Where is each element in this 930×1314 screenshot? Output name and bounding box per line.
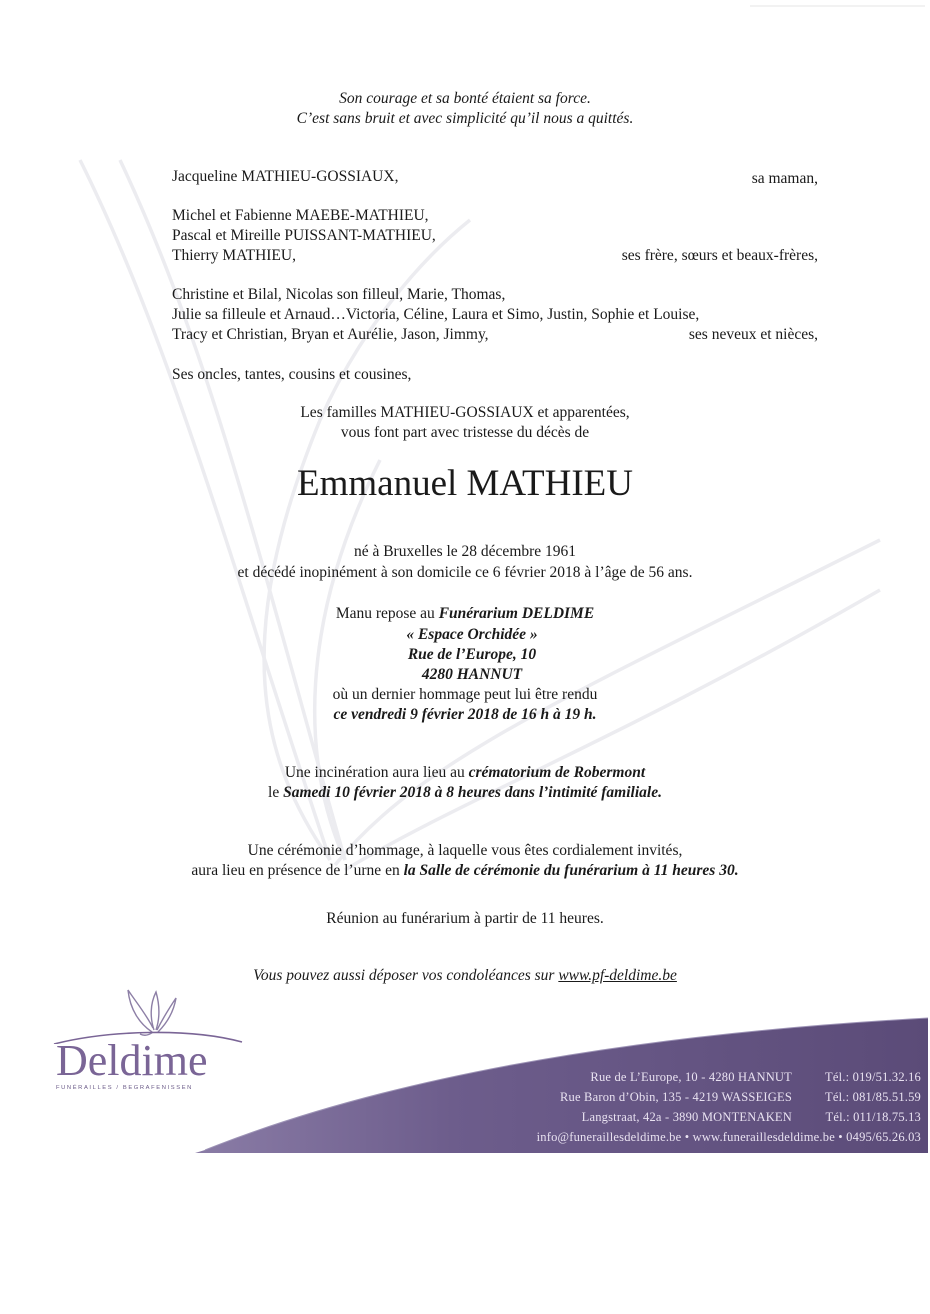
funerarium-name: Funérarium DELDIME: [438, 605, 595, 622]
deldime-logo: [50, 984, 245, 1094]
cremation-line-1: [0, 762, 930, 783]
crematorium-name: crématorium de Robermont: [468, 764, 646, 781]
condolences-line: [0, 965, 930, 986]
logo-tagline: FUNÉRAILLES / BEGRAFENISSEN: [56, 1085, 193, 1091]
announcement-line-1: Les familles MATHIEU-GOSSIAUX et apparentées,: [300, 404, 630, 421]
visitation-street: Rue de l’Europe, 10: [407, 646, 537, 663]
death-line: et décédé inopinément à son domicile ce 6 février 2018 à l’âge de 56 ans.: [237, 564, 693, 581]
footer-tel-1: Tél.: 019/51.32.16: [825, 1070, 921, 1084]
footer-address-2: Rue Baron d’Obin, 135 - 4219 WASSEIGES: [559, 1090, 792, 1104]
dove-icon: [50, 984, 245, 1044]
ceremony-line-1: Une cérémonie d’hommage, à laquelle vous êtes cordialement invités,: [247, 842, 683, 859]
footer-contact: info@funeraillesdeldime.be • www.funeraillesdeldime.be • 0495/65.26.03: [536, 1130, 921, 1144]
footer-address-1: Rue de L’Europe, 10 - 4280 HANNUT: [590, 1070, 792, 1084]
nephew-names: Tracy et Christian, Bryan et Aurélie, Jason, Jimmy,: [172, 326, 489, 343]
nephews-relation: ses neveux et nièces,: [688, 326, 818, 343]
visitation-space: « Espace Orchidée »: [406, 626, 538, 643]
sibling-name: Michel et Fabienne MAEBE-MATHIEU,: [172, 207, 429, 224]
footer-tel-3: Tél.: 011/18.75.13: [825, 1110, 921, 1124]
cremation-le: le: [268, 784, 284, 801]
quote-line-2: C’est sans bruit et avec simplicité qu’il nous a quittés.: [296, 110, 634, 127]
visitation-when: ce vendredi 9 février 2018 de 16 h à 19 h.: [333, 706, 597, 723]
logo-name: Deldime: [56, 1036, 208, 1085]
cremation-line-2: [0, 782, 930, 803]
deceased-name: Emmanuel MATHIEU: [296, 463, 634, 504]
visitation-city: 4280 HANNUT: [421, 666, 523, 683]
ceremony-line-2: [0, 860, 930, 881]
footer-address-3: Langstraat, 42a - 3890 MONTENAKEN: [581, 1110, 792, 1124]
siblings-relation: ses frère, sœurs et beaux-frères,: [621, 247, 818, 264]
visitation-hommage: où un dernier hommage peut lui être rendu: [332, 686, 598, 703]
reunion-line: Réunion au funérarium à partir de 11 heures.: [326, 910, 604, 927]
quote-line-1: Son courage et sa bonté étaient sa force.: [339, 90, 591, 107]
other-relatives: Ses oncles, tantes, cousins et cousines,: [172, 366, 412, 383]
birth-line: né à Bruxelles le 28 décembre 1961: [353, 543, 577, 560]
ceremony-location: la Salle de cérémonie du funérarium à 11 heures 30.: [403, 862, 739, 879]
visitation-place: [0, 603, 930, 624]
visitation-intro: Manu repose au: [335, 605, 439, 622]
footer-tel-2: Tél.: 081/85.51.59: [825, 1090, 921, 1104]
mother-name: Jacqueline MATHIEU-GOSSIAUX,: [172, 168, 399, 185]
nephew-names: Julie sa filleule et Arnaud…Victoria, Céline, Laura et Simo, Justin, Sophie et Louise,: [172, 306, 700, 323]
sibling-name: Thierry MATHIEU,: [172, 247, 296, 264]
announcement-line-2: vous font part avec tristesse du décès de: [340, 424, 590, 441]
ceremony-intro: aura lieu en présence de l’urne en: [191, 862, 404, 879]
condolences-text: Vous pouvez aussi déposer vos condoléances sur: [253, 967, 559, 984]
sibling-name: Pascal et Mireille PUISSANT-MATHIEU,: [172, 227, 436, 244]
nephew-names: Christine et Bilal, Nicolas son filleul, Marie, Thomas,: [172, 286, 506, 303]
cremation-date: Samedi 10 février 2018 à 8 heures dans l’intimité familiale.: [283, 784, 662, 801]
cremation-intro: Une incinération aura lieu au: [284, 764, 469, 781]
mother-relation: sa maman,: [751, 170, 818, 187]
condolences-link[interactable]: www.pf-deldime.be: [558, 967, 677, 984]
